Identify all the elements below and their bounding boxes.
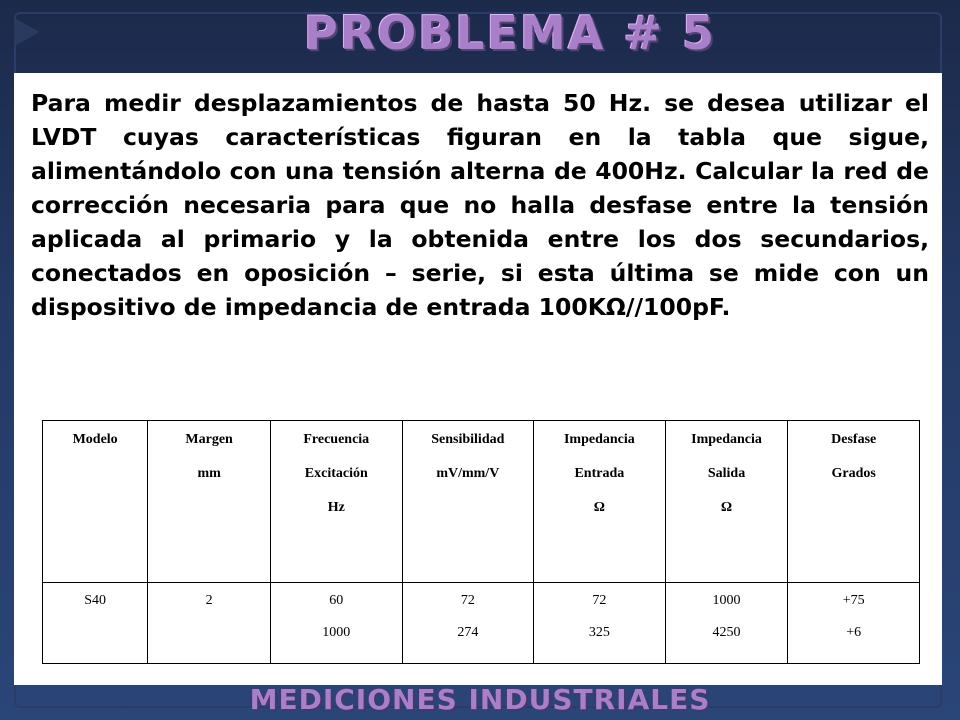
cell-sensibilidad: 72 274 — [402, 583, 534, 664]
header-desfase: Desfase Grados — [788, 421, 920, 583]
header-modelo: Modelo — [43, 421, 148, 583]
cell-margen: 2 — [148, 583, 271, 664]
cell-impedancia-entrada: 72 325 — [534, 583, 666, 664]
cell-impedancia-salida: 1000 4250 — [665, 583, 788, 664]
header-margen: Margen mm — [148, 421, 271, 583]
header-impedancia-salida: Impedancia Salida Ω — [665, 421, 788, 583]
header-frecuencia: Frecuencia Excitación Hz — [271, 421, 403, 583]
footer-title: MEDICIONES INDUSTRIALES — [249, 683, 711, 716]
cell-desfase: +75 +6 — [788, 583, 920, 664]
table-row — [43, 583, 920, 664]
lvdt-spec-table — [42, 420, 920, 664]
cell-frecuencia: 60 1000 — [271, 583, 403, 664]
header-impedancia-entrada: Impedancia Entrada Ω — [534, 421, 666, 583]
header-sensibilidad: Sensibilidad mV/mm/V — [402, 421, 534, 583]
table-header-row — [43, 421, 920, 583]
slide-title: PROBLEMA # 5 — [304, 6, 716, 60]
problem-statement: Para medir desplazamientos de hasta 50 Hz. se desea utilizar el LVDT cuyas características figuran en la tabla que sigue, alimentándolo con una tensión alterna de 400Hz. Calcular la red de corrección necesaria para que no halla desfase entre la tensión aplicada al primario y la obtenida entre los dos secundarios, conectados en oposición – serie, si esta última se mide con un dispositivo de impedancia de entrada 100KΩ//100pF. — [31, 89, 929, 321]
cell-modelo: S40 — [43, 583, 148, 664]
arrow-icon — [14, 18, 40, 46]
